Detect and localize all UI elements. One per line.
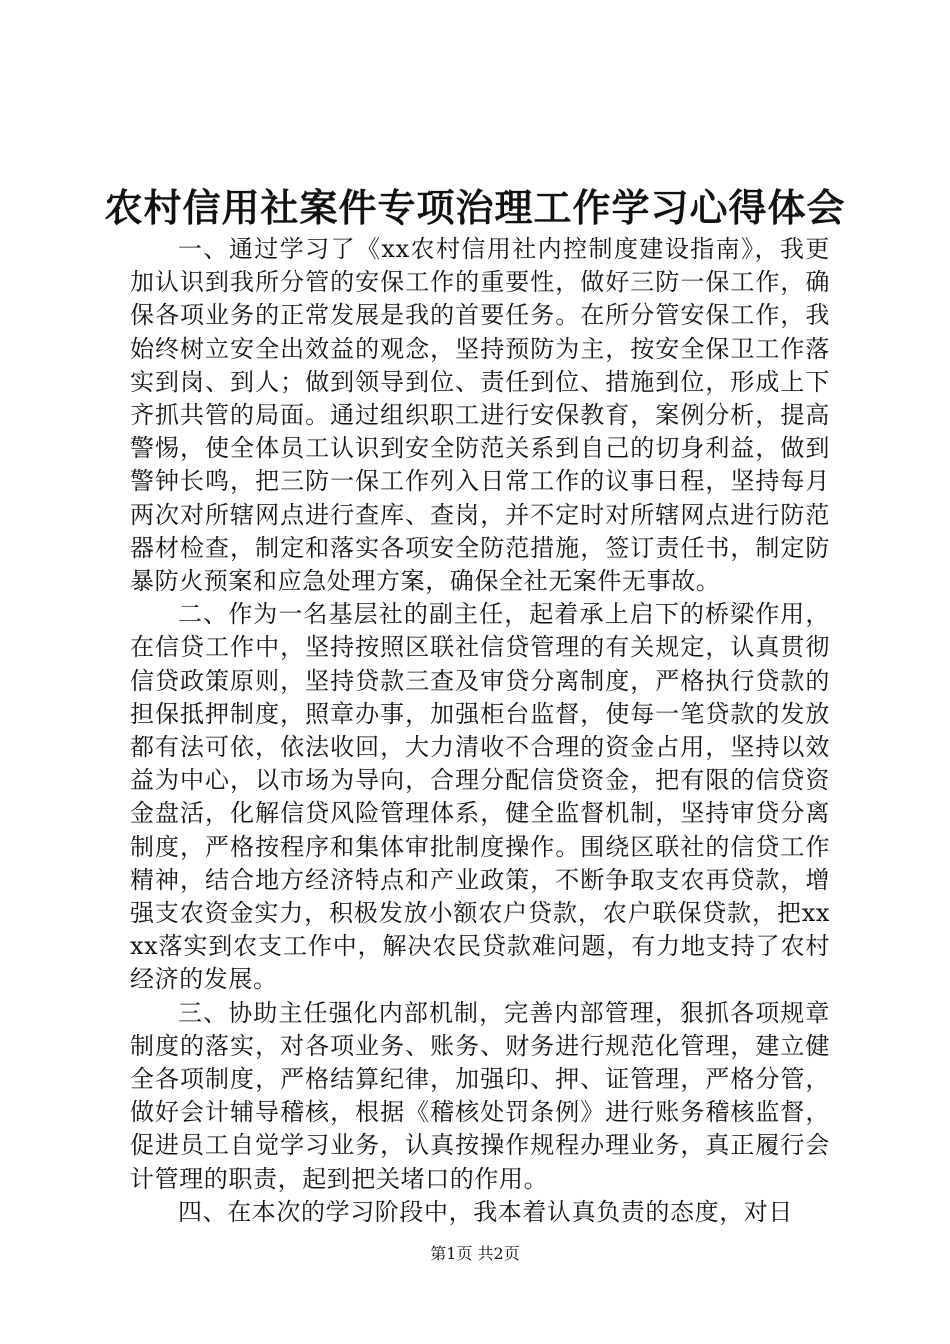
paragraph-3: 三、协助主任强化内部机制，完善内部管理，狠抓各项规章制度的落实，对各项业务、账务、财务进行规范化管理，建立健全各项制度，严格结算纪律，加强印、押、证管理，严格分管，做好会计辅导稽核，根据《稽核处罚条例》进行账务稽核监督，促进员工自觉学习业务，认真按操作规程办理业务，真正履行会计管理的职责，起到把关堵口的作用。	[130, 998, 830, 1193]
paragraph-4: 四、在本次的学习阶段中，我本着认真负责的态度，对日	[178, 1197, 793, 1226]
page-number-footer: 第1页 共2页	[430, 1244, 520, 1263]
document-title: 农村信用社案件专项治理工作学习心得体会	[104, 185, 846, 230]
paragraph-2: 二、作为一名基层社的副主任，起着承上启下的桥梁作用，在信贷工作中，坚持按照区联社信贷管理的有关规定，认真贯彻信贷政策原则，坚持贷款三查及审贷分离制度，严格执行贷款的担保抵押制度，照章办事，加强柜台监督，使每一笔贷款的发放都有法可依，依法收回，大力清收不合理的资金占用，坚持以效益为中心，以市场为导向，合理分配信贷资金，把有限的信贷资金盘活，化解信贷风险管理体系，健全监督机制，坚持审贷分离制度，严格按程序和集体审批制度操作。围绕区联社的信贷工作精神，结合地方经济特点和产业政策，不断争取支农再贷款，增强支农资金实力，积极发放小额农户贷款，农户联保贷款，把xxxx落实到农支工作中，解决农民贷款难问题，有力地支持了农村经济的发展。	[130, 600, 830, 994]
paragraph-1: 一、通过学习了《xx农村信用社内控制度建设指南》，我更加认识到我所分管的安保工作的重要性，做好三防一保工作，确保各项业务的正常发展是我的首要任务。在所分管安保工作，我始终树立安全出效益的观念，坚持预防为主，按安全保卫工作落实到岗、到人；做到领导到位、责任到位、措施到位，形成上下齐抓共管的局面。通过组织职工进行安保教育，案例分析，提高警惕，使全体员工认识到安全防范关系到自己的切身利益，做到警钟长鸣，把三防一保工作列入日常工作的议事日程，坚持每月两次对所辖网点进行查库、查岗，并不定时对所辖网点进行防范器材检查，制定和落实各项安全防范措施，签订责任书，制定防暴防火预案和应急处理方案，确保全社无案件无事故。	[130, 235, 830, 596]
document-body	[130, 233, 830, 1229]
